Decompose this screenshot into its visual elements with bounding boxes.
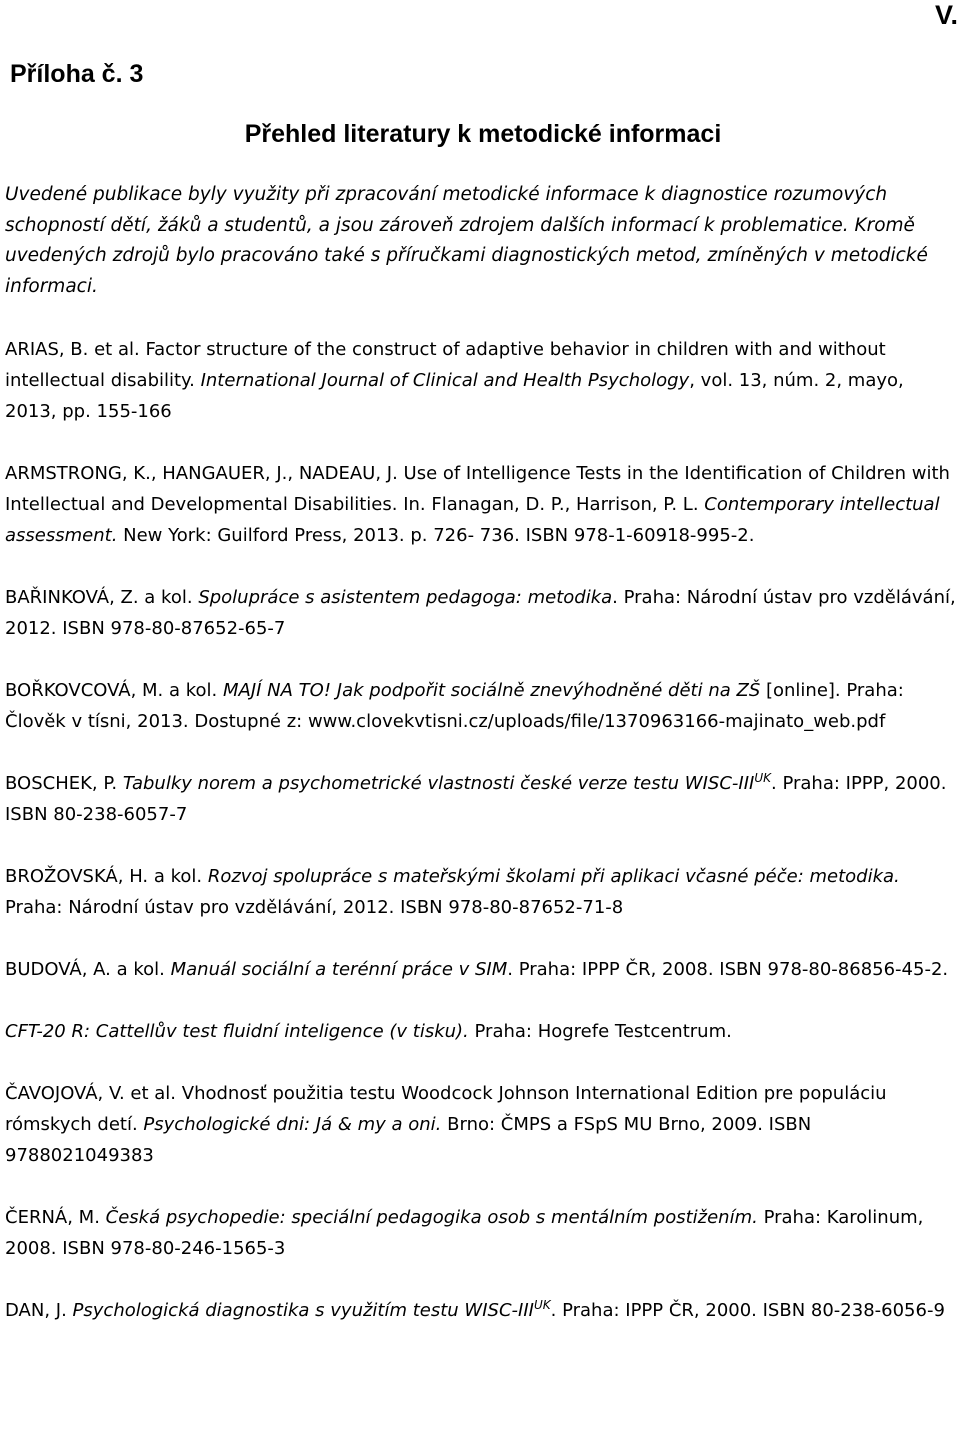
reference-authors: BROŽOVSKÁ, H. a kol. <box>5 866 208 887</box>
reference-italic: International Journal of Clinical and Health Psychology <box>200 370 690 391</box>
reference-italic: Psychologická diagnostika s využitím testu WISC-III <box>72 1300 534 1321</box>
reference-details: Praha: Karolinum, 2008. ISBN 978-80-246-1565-3 <box>5 1207 924 1259</box>
reference-item <box>5 675 960 737</box>
reference-italic: CFT-20 R: Cattellův test fluidní inteligence (v tisku). <box>5 1021 469 1042</box>
reference-item <box>5 1016 960 1047</box>
reference-details: [online]. Praha: Člověk v tísni, 2013. Dostupné z: www.clovekvtisni.cz/uploads/file/1370963166-majinato_web.pdf <box>5 680 904 732</box>
reference-item <box>5 861 960 923</box>
reference-text: Use of Intelligence Tests in the Identification of Children with Intellectual and Developmental Disabilities. In. Flanagan, D. P., Harrison, P. L. <box>5 463 950 515</box>
reference-details: . Praha: IPPP ČR, 2000. ISBN 80-238-6056-9 <box>550 1300 945 1321</box>
corner-mark: V. <box>934 0 958 30</box>
reference-item <box>5 458 960 551</box>
reference-details: . Praha: IPPP ČR, 2008. ISBN 978-80-86856-45-2. <box>507 959 949 980</box>
reference-italic: MAJÍ NA TO! Jak podpořit sociálně znevýhodněné děti na ZŠ <box>223 680 761 701</box>
reference-details: Praha: Hogrefe Testcentrum. <box>468 1021 732 1042</box>
reference-text: Vhodnosť použitia testu Woodcock Johnson International Edition pre populáciu rómskych detí. <box>5 1083 887 1135</box>
reference-authors: BOŘKOVCOVÁ, M. a kol. <box>5 680 223 701</box>
reference-authors: ARMSTRONG, K., HANGAUER, J., NADEAU, J. <box>5 463 404 484</box>
reference-authors: ARIAS, B. et al. <box>5 339 146 360</box>
reference-details: Brno: ČMPS a FSpS MU Brno, 2009. ISBN 9788021049383 <box>5 1114 812 1166</box>
reference-item <box>5 1295 960 1326</box>
page-title: Přehled literatury k metodické informaci <box>244 120 722 148</box>
reference-item <box>5 334 960 427</box>
reference-superscript: UK <box>533 1298 551 1312</box>
reference-authors: ČERNÁ, M. <box>5 1207 106 1228</box>
reference-italic: Spolupráce s asistentem pedagoga: metodika <box>198 587 613 608</box>
reference-authors: BAŘINKOVÁ, Z. a kol. <box>5 587 199 608</box>
reference-italic: Tabulky norem a psychometrické vlastnosti české verze testu WISC-III <box>122 773 755 794</box>
reference-authors: DAN, J. <box>5 1300 73 1321</box>
reference-authors: BUDOVÁ, A. a kol. <box>5 959 171 980</box>
reference-details: , vol. 13, núm. 2, mayo, 2013, pp. 155-166 <box>5 370 904 422</box>
annex-label: Příloha č. 3 <box>10 60 144 88</box>
reference-item <box>5 1078 960 1171</box>
reference-item <box>5 582 960 644</box>
reference-authors: ČAVOJOVÁ, V. et al. <box>5 1083 182 1104</box>
reference-italic: Contemporary intellectual assessment. <box>5 494 940 546</box>
intro-paragraph: Uvedené publikace byly využity při zpracování metodické informace k diagnostice rozumových schopností dětí, žáků a studentů, a jsou zároveň zdrojem dalších informací k problematice. Kromě uvedených zdrojů bylo pracováno také s příručkami diagnostických metod, zmíněných v metodické informaci. <box>5 184 928 297</box>
reference-italic: Psychologické dni: Já & my a oni. <box>143 1114 442 1135</box>
reference-list <box>5 334 960 1326</box>
reference-item <box>5 768 960 830</box>
reference-italic: Česká psychopedie: speciální pedagogika osob s mentálním postižením. <box>105 1207 758 1228</box>
reference-superscript: UK <box>754 771 771 785</box>
reference-details: New York: Guilford Press, 2013. p. 726- 736. ISBN 978-1-60918-995-2. <box>117 525 755 546</box>
reference-authors: BOSCHEK, P. <box>5 773 123 794</box>
reference-italic: Rozvoj spolupráce s mateřskými školami při aplikaci včasné péče: metodika. <box>207 866 900 887</box>
reference-details: . Praha: IPPP, 2000. ISBN 80-238-6057-7 <box>5 773 947 825</box>
reference-details: Praha: Národní ústav pro vzdělávání, 2012. ISBN 978-80-87652-71-8 <box>5 897 624 918</box>
reference-details: . Praha: Národní ústav pro vzdělávání, 2012. ISBN 978-80-87652-65-7 <box>5 587 956 639</box>
reference-text: Factor structure of the construct of adaptive behavior in children with and without intellectual disability. <box>5 339 886 391</box>
reference-item <box>5 1202 960 1264</box>
reference-italic: Manuál sociální a terénní práce v SIM <box>170 959 508 980</box>
reference-item <box>5 954 960 985</box>
